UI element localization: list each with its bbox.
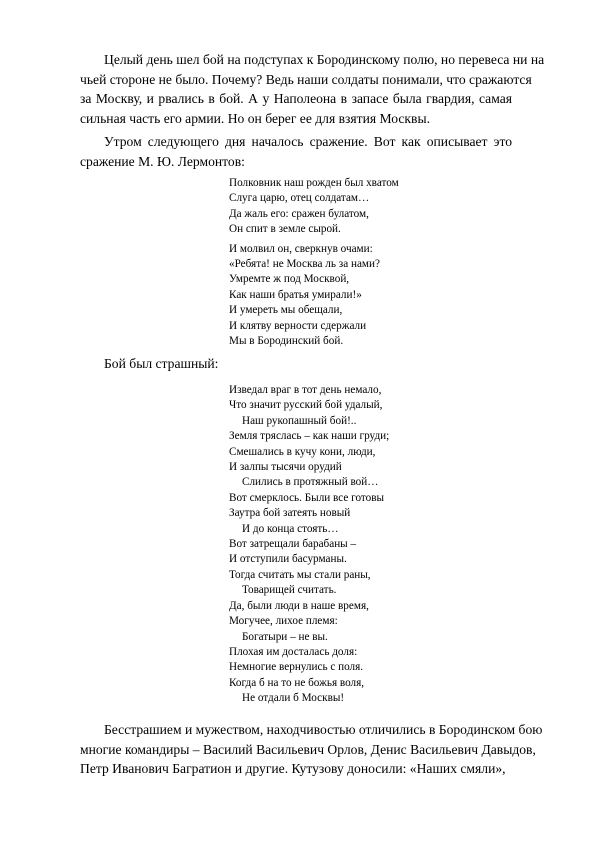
text-line: сильная часть его армии. Но он берег ее для взятия Москвы. bbox=[80, 110, 430, 126]
poem-line: Плохая им досталась доля: bbox=[229, 645, 358, 658]
poem-line: Наш рукопашный бой!.. bbox=[242, 414, 357, 427]
poem-line: Богатыри – не вы. bbox=[242, 630, 328, 643]
poem-line: Слились в протяжный вой… bbox=[242, 476, 379, 489]
poem-line: Полковник наш рожден был хватом bbox=[229, 177, 399, 189]
poem-line: Не отдали б Москвы! bbox=[242, 692, 345, 705]
poem-line: И молвил он, сверкнув очами: bbox=[229, 242, 373, 255]
text-line: Утром следующего дня началось сражение. Вот как описывает это bbox=[104, 134, 512, 149]
poem-line: Могучее, лихое племя: bbox=[229, 615, 338, 628]
paragraph-intro bbox=[80, 50, 545, 128]
poem-line: Мы в Бородинский бой. bbox=[229, 335, 344, 348]
poem-line: Земля тряслась – как наши груди; bbox=[229, 430, 390, 443]
poem-line: И клятву верности сдержали bbox=[229, 319, 367, 332]
poem-line: Вот смерклось. Были все готовы bbox=[229, 491, 385, 504]
text-line: чьей стороне не было. Почему? Ведь наши солдаты понимали, что сражаются bbox=[80, 71, 532, 87]
poem-borodino-excerpt-2 bbox=[229, 383, 389, 707]
poem-borodino-excerpt-1 bbox=[229, 176, 399, 349]
text-line: Бесстрашием и мужеством, находчивостью отличились в Бородинском бою bbox=[104, 722, 543, 737]
text-line: сражение М. Ю. Лермонтов: bbox=[80, 153, 245, 169]
poem-line: Что значит русский бой удалый, bbox=[229, 399, 383, 412]
text-line: многие командиры – Василий Васильевич Орлов, Денис Васильевич Давыдов, bbox=[80, 741, 536, 757]
poem-line: Да жаль его: сражен булатом, bbox=[229, 207, 369, 220]
poem-line: Он спит в земле сырой. bbox=[229, 223, 341, 236]
lead-text: Бой был страшный: bbox=[104, 356, 219, 371]
poem-line: Да, были люди в наше время, bbox=[229, 599, 369, 612]
poem-line: Немногие вернулись с поля. bbox=[229, 661, 364, 674]
poem-line: Заутра бой затеять новый bbox=[229, 507, 351, 520]
text-line: за Москву, и рвались в бой. А у Наполеона в запасе была гвардия, самая bbox=[80, 91, 512, 106]
poem-line: Вот затрещали барабаны – bbox=[229, 538, 357, 551]
poem-line: Умремте ж под Москвой, bbox=[229, 273, 350, 286]
paragraph-lermontov-intro bbox=[80, 132, 512, 171]
poem-line: И отступили басурманы. bbox=[229, 553, 347, 566]
poem-line: «Ребята! не Москва ль за нами? bbox=[229, 258, 380, 271]
text-line: Петр Иванович Багратион и другие. Кутузову доносили: «Наших смяли», bbox=[80, 761, 506, 776]
poem-line: Как наши братья умирали!» bbox=[229, 288, 362, 301]
poem-line: Тогда считать мы стали раны, bbox=[229, 568, 371, 581]
poem-line: И умереть мы обещали, bbox=[229, 304, 343, 317]
poem-line: Изведал враг в тот день немало, bbox=[229, 384, 382, 396]
poem-line: Смешались в кучу кони, люди, bbox=[229, 445, 376, 458]
poem-line: И до конца стоять… bbox=[242, 522, 339, 535]
paragraph-commanders bbox=[80, 720, 543, 779]
text-line: Целый день шел бой на подступах к Бородинскому полю, но перевеса ни на bbox=[104, 52, 545, 67]
poem-line: Товарищей считать. bbox=[242, 584, 337, 597]
poem-line: Когда б на то не божья воля, bbox=[229, 676, 365, 689]
poem-line: Слуга царю, отец солдатам… bbox=[229, 192, 370, 205]
poem-line: И залпы тысячи орудий bbox=[229, 461, 342, 474]
